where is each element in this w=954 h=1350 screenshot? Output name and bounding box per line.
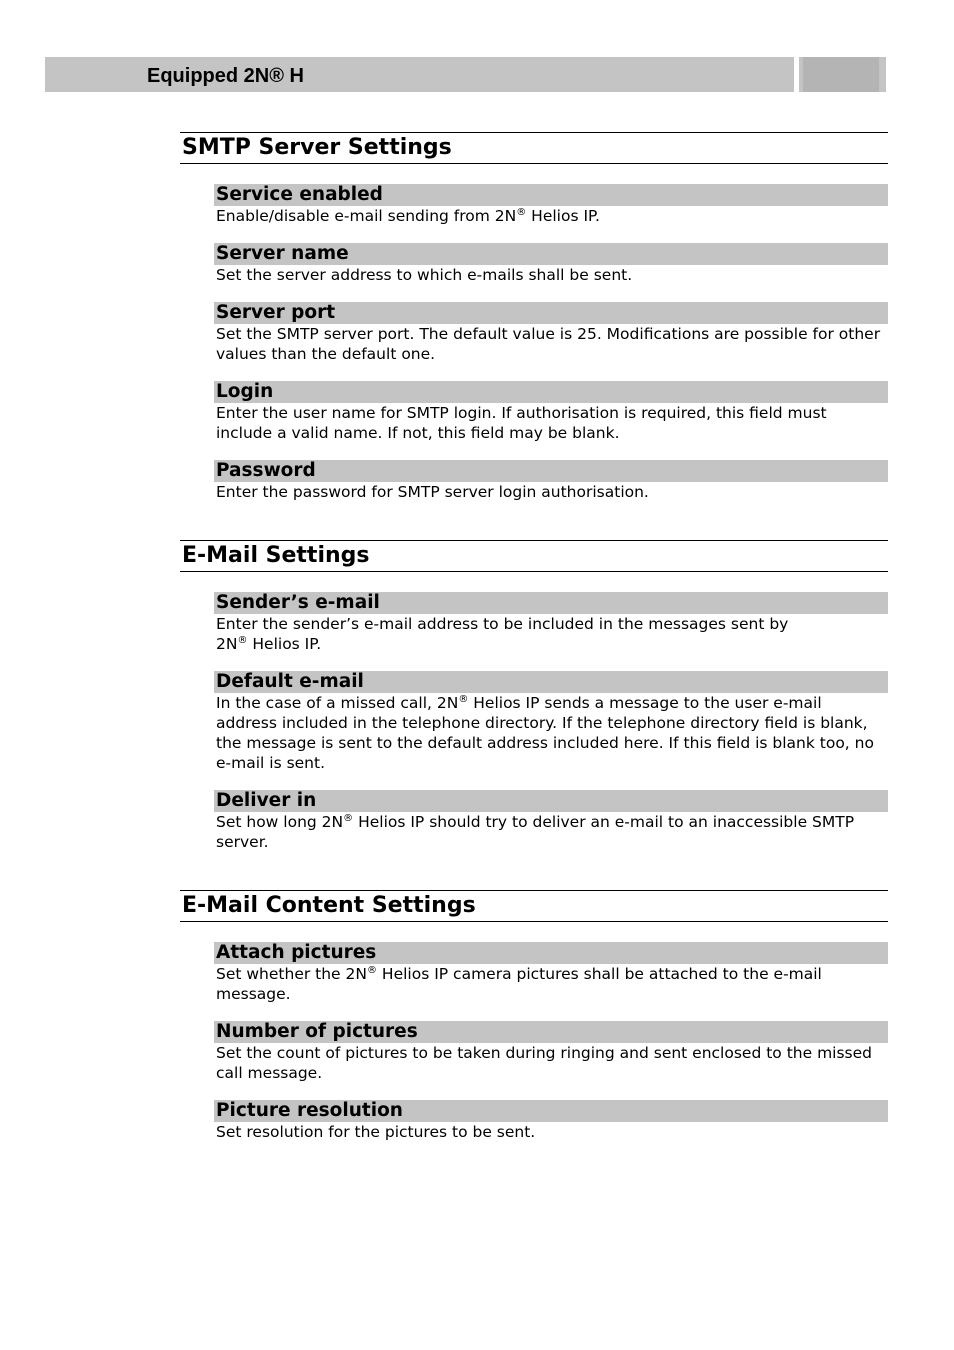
setting-title: Server port xyxy=(214,302,888,324)
setting-password xyxy=(214,460,888,502)
header-divider xyxy=(794,57,799,92)
section-title: SMTP Server Settings xyxy=(180,132,888,164)
header-title: Equipped 2N® H xyxy=(147,65,304,87)
setting-default-email xyxy=(214,671,888,773)
section-email-settings xyxy=(180,540,888,852)
section-title: E-Mail Settings xyxy=(180,540,888,572)
setting-title: Deliver in xyxy=(214,790,888,812)
setting-senders-email xyxy=(214,592,888,654)
setting-title: Number of pictures xyxy=(214,1021,888,1043)
setting-description: Enter the password for SMTP server login authorisation. xyxy=(216,483,649,501)
setting-description: In the case of a missed call, 2N® Helios IP sends a message to the user e-mail address included in the telephone directory. If the telephone directory field is blank, the message is sent to the default address included here. If this field is blank too, no e-mail is sent. xyxy=(216,693,874,772)
setting-description: Set how long 2N® Helios IP should try to deliver an e-mail to an inaccessible SMTP server. xyxy=(216,812,855,851)
setting-description: Enable/disable e-mail sending from 2N® Helios IP. xyxy=(216,206,600,225)
header-tab-block xyxy=(803,57,879,92)
setting-server-name xyxy=(214,243,888,285)
setting-deliver-in xyxy=(214,790,888,852)
setting-description: Set the SMTP server port. The default value is 25. Modifications are possible for other values than the default one. xyxy=(216,325,881,363)
setting-server-port xyxy=(214,302,888,364)
setting-title: Picture resolution xyxy=(214,1100,888,1122)
setting-description: Set the server address to which e-mails shall be sent. xyxy=(216,266,633,284)
setting-service-enabled xyxy=(214,184,888,226)
setting-title: Service enabled xyxy=(214,184,888,206)
setting-title: Default e-mail xyxy=(214,671,888,693)
setting-title: Attach pictures xyxy=(214,942,888,964)
setting-attach-pictures xyxy=(214,942,888,1004)
setting-login xyxy=(214,381,888,443)
section-email-content-settings xyxy=(180,890,888,1142)
setting-description: Enter the user name for SMTP login. If authorisation is required, this field must include a valid name. If not, this field may be blank. xyxy=(216,404,827,442)
setting-title: Password xyxy=(214,460,888,482)
section-title: E-Mail Content Settings xyxy=(180,890,888,922)
setting-description: Enter the sender’s e-mail address to be included in the messages sent by 2N® Helios IP. xyxy=(216,615,789,653)
setting-title: Server name xyxy=(214,243,888,265)
setting-description: Set the count of pictures to be taken during ringing and sent enclosed to the missed call message. xyxy=(216,1044,873,1082)
page-header xyxy=(45,57,886,92)
setting-description: Set resolution for the pictures to be sent. xyxy=(216,1123,536,1141)
setting-title: Sender’s e-mail xyxy=(214,592,888,614)
setting-description: Set whether the 2N® Helios IP camera pictures shall be attached to the e-mail message. xyxy=(216,964,822,1003)
setting-picture-resolution xyxy=(214,1100,888,1142)
setting-number-of-pictures xyxy=(214,1021,888,1083)
document-body xyxy=(180,132,888,1180)
section-smtp-server-settings xyxy=(180,132,888,502)
setting-title: Login xyxy=(214,381,888,403)
